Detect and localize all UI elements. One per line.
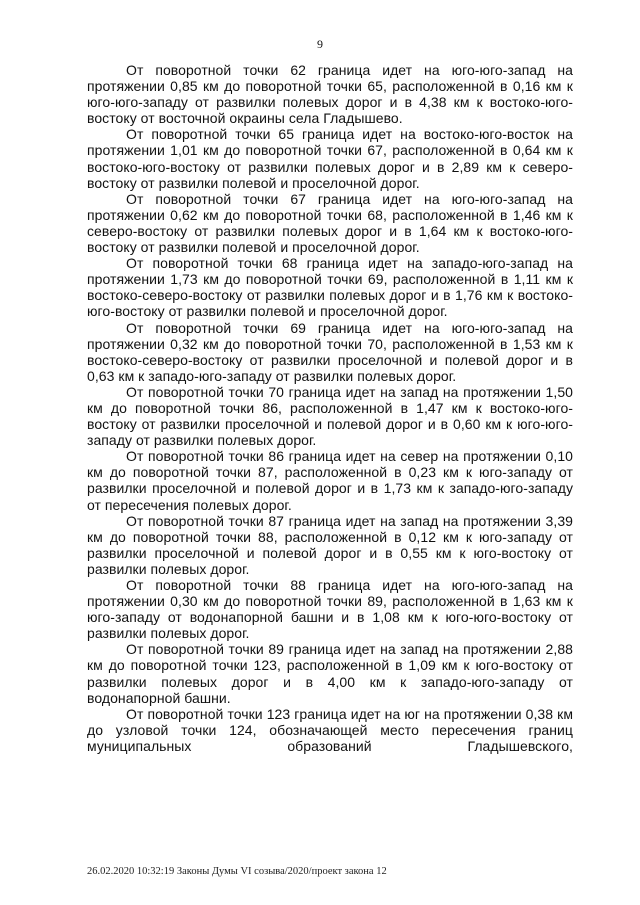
paragraph-7: От поворотной точки 86 граница идет на север на протяжении 0,10 км до поворотной точки 87, расположенной в 0,23 км к юго-западу от развилки проселочной и полевой дорог и в 1,73 км к западо-юго-западу от пересечения полевых дорог. — [87, 448, 573, 513]
page-number: 9 — [317, 37, 323, 51]
document-footer: 26.02.2020 10:32:19 Законы Думы VI созыва/2020/проект закона 12 — [87, 866, 387, 877]
paragraph-6: От поворотной точки 70 граница идет на запад на протяжении 1,50 км до поворотной точки 86, расположенной в 1,47 км к востоко-юго-востоку от развилки проселочной и полевой дорог и в 0,60 км к юго-юго-западу от развилки полевых дорог. — [87, 383, 573, 449]
paragraph-9: От поворотной точки 88 граница идет на юго-юго-запад на протяжении 0,30 км до поворотной точки 89, расположенной в 1,63 км к юго-западу от водонапорной башни и в 1,08 км к юго-юго-востоку от развилки полевых дорог. — [87, 577, 573, 642]
document-body — [87, 62, 573, 754]
paragraph-5: От поворотной точки 69 граница идет на юго-юго-запад на протяжении 0,32 км до поворотной точки 70, расположенной в 1,53 км к востоко-северо-востоку от развилки проселочной и полевой дорог и в 0,63 км к западо-юго-западу от развилки полевых дорог. — [87, 319, 573, 384]
paragraph-1: От поворотной точки 62 граница идет на юго-юго-запад на протяжении 0,85 км до поворотной точки 65, расположенной в 0,16 км к юго-юго-западу от развилки полевых дорог и в 4,38 км к востоко-юго-востоку от восточной окраины села Гладышево. — [87, 62, 573, 127]
paragraph-2: От поворотной точки 65 граница идет на востоко-юго-восток на протяжении 1,01 км до поворотной точки 67, расположенной в 0,64 км к востоко-юго-востоку от развилки полевых дорог и в 2,89 км к северо-востоку от развилки полевой и проселочной дорог. — [87, 126, 573, 191]
paragraph-4: От поворотной точки 68 граница идет на западо-юго-запад на протяжении 1,73 км до поворотной точки 69, расположенной в 1,11 км к востоко-северо-востоку от развилки полевых дорог и в 1,76 км к востоко-юго-востоку от развилки полевой и проселочной дорог. — [87, 255, 573, 320]
paragraph-11: От поворотной точки 123 граница идет на юг на протяжении 0,38 км до узловой точки 124, обозначающей место пересечения границ муниципальных образований Гладышевского, — [87, 705, 573, 754]
paragraph-10: От поворотной точки 89 граница идет на запад на протяжении 2,88 км до поворотной точки 123, расположенной в 1,09 км к юго-востоку от развилки полевых дорог и в 4,00 км к западо-юго-западу от водонапорной башни. — [87, 641, 573, 706]
paragraph-8: От поворотной точки 87 граница идет на запад на протяжении 3,39 км до поворотной точки 88, расположенной в 0,12 км к юго-западу от развилки проселочной и полевой дорог и в 0,55 км к юго-востоку от развилки полевых дорог. — [87, 512, 573, 577]
paragraph-3: От поворотной точки 67 граница идет на юго-юго-запад на протяжении 0,62 км до поворотной точки 68, расположенной в 1,46 км к северо-востоку от развилки полевых дорог и в 1,64 км к востоко-юго-востоку от развилки полевой и проселочной дорог. — [87, 190, 573, 256]
